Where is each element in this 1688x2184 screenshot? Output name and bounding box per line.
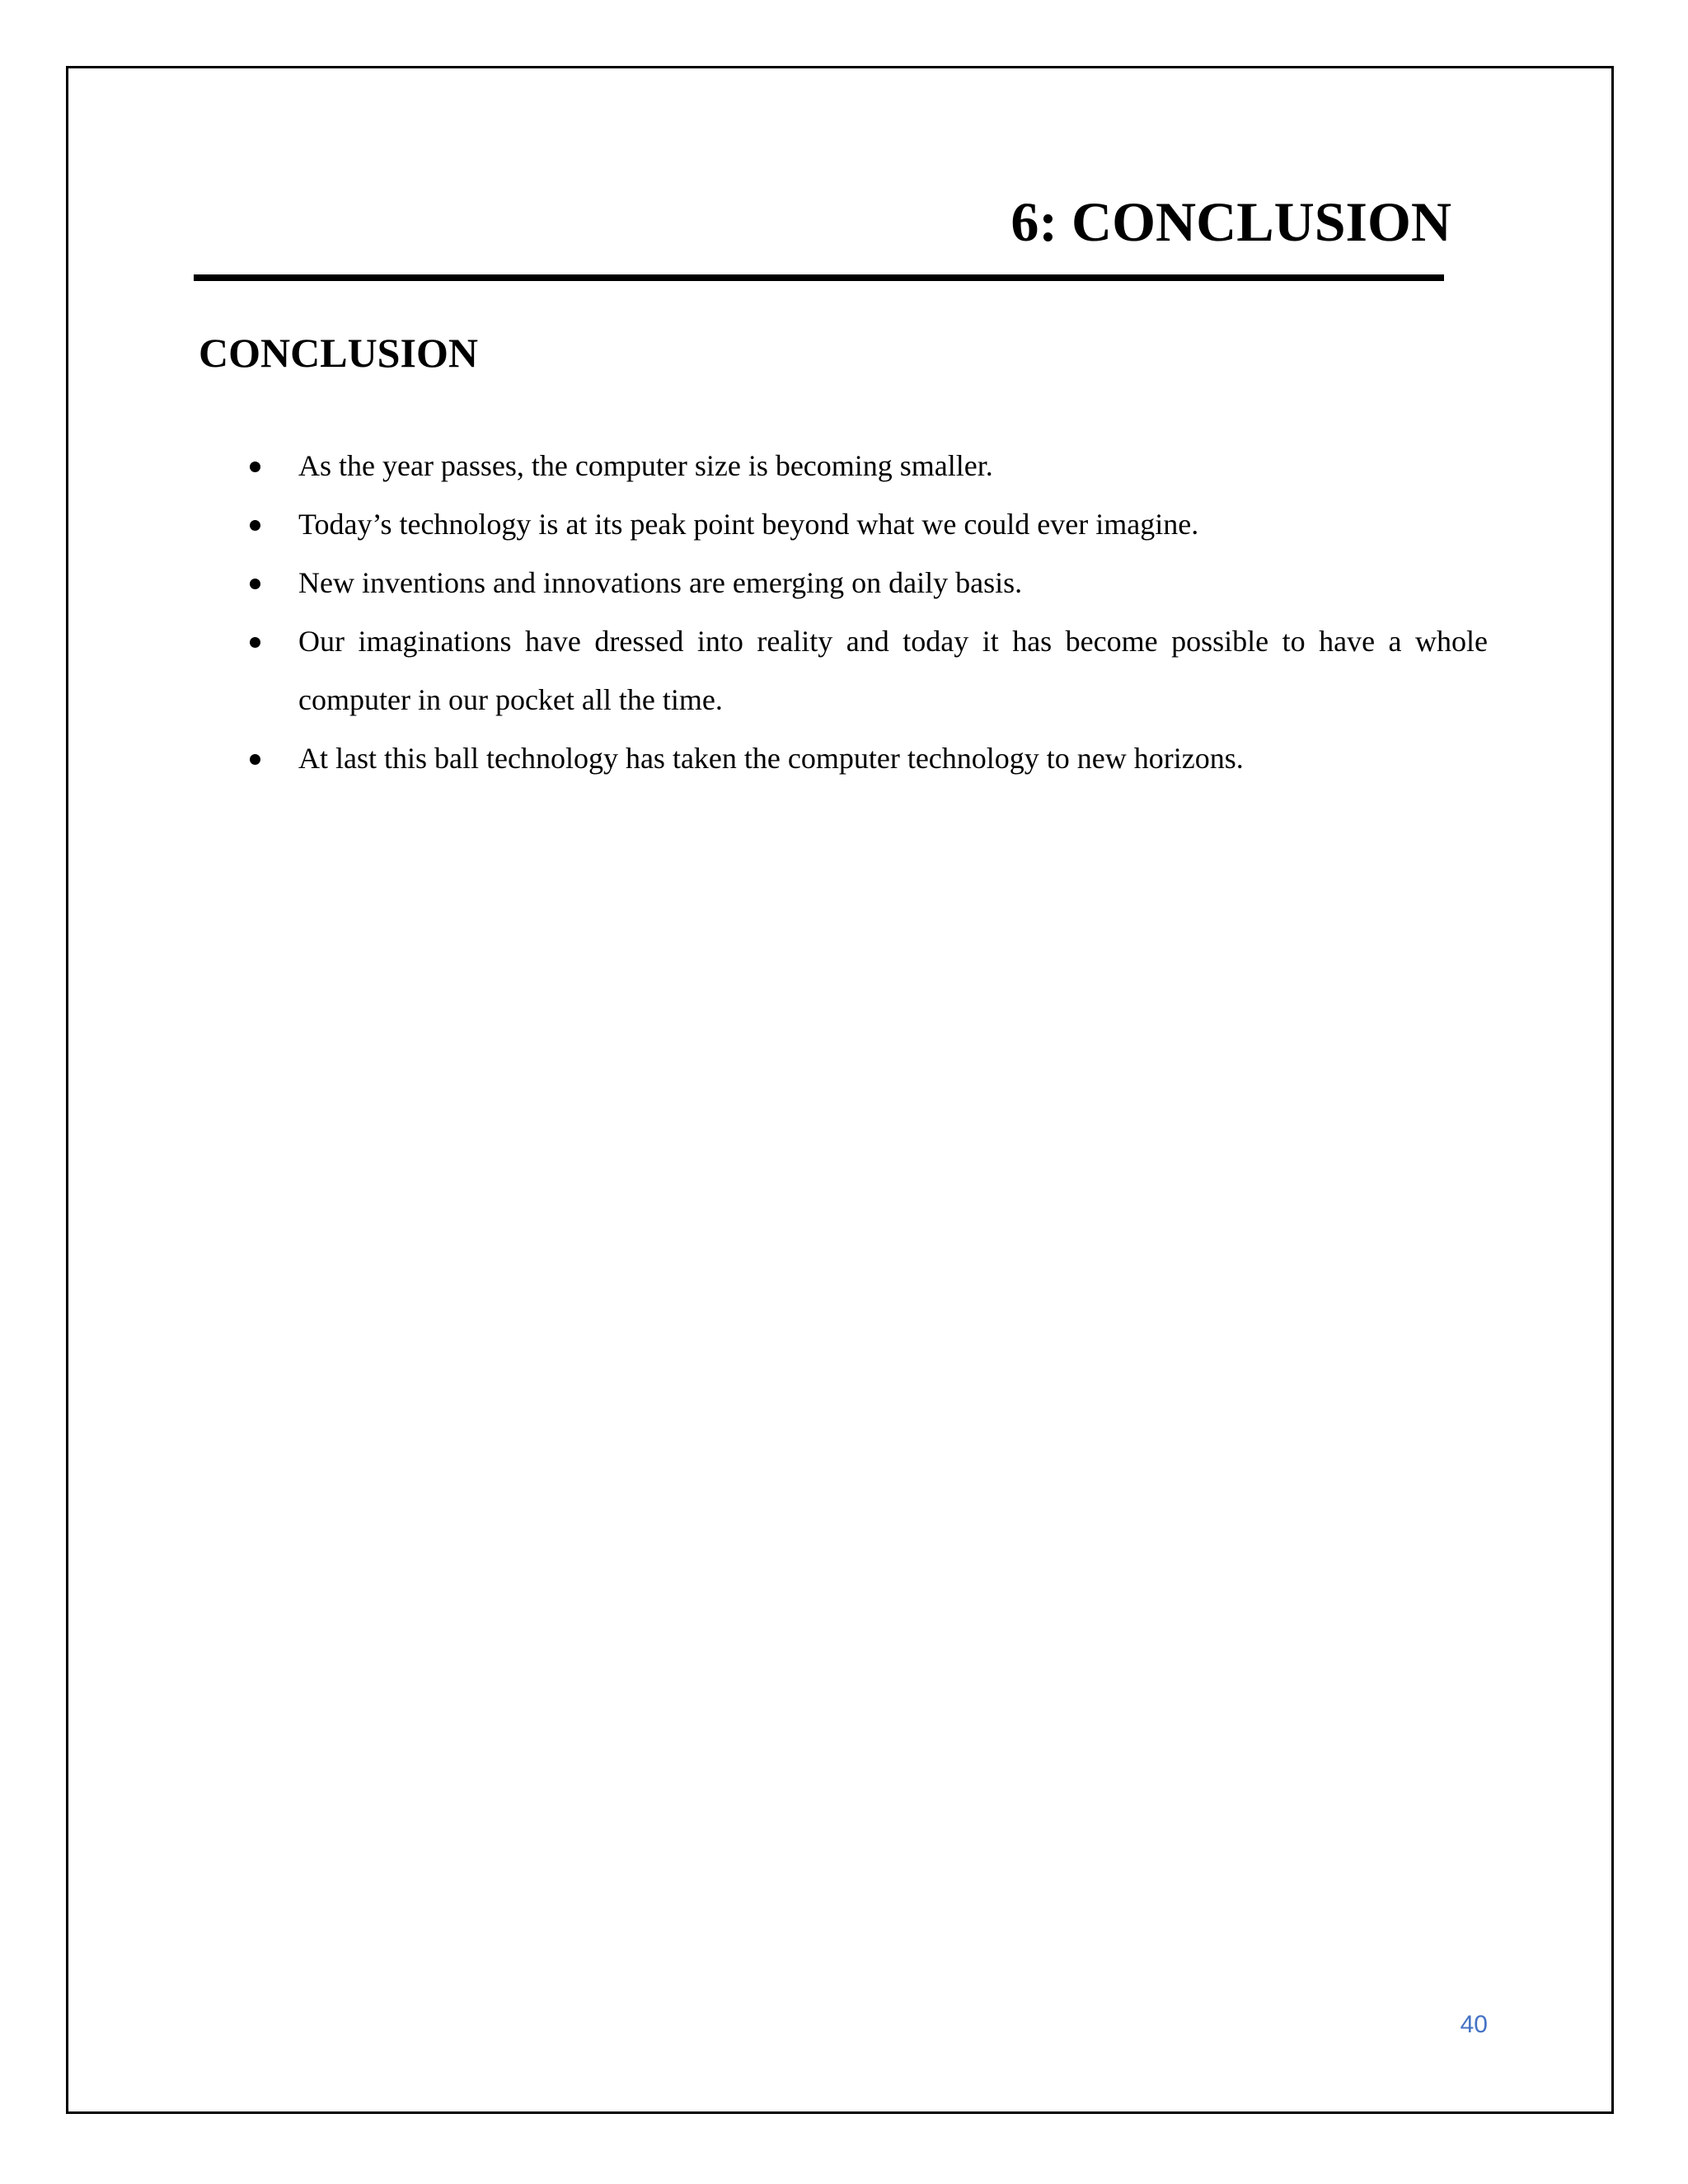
heading-rule: [194, 274, 1444, 281]
bullet-text: As the year passes, the computer size is becoming smaller.: [298, 449, 993, 482]
section-heading: CONCLUSION: [199, 330, 478, 376]
bullet-dot-icon: [250, 637, 260, 648]
bullet-text: At last this ball technology has taken the computer technology to new horizons.: [298, 742, 1244, 775]
bullet-item: [243, 437, 1488, 495]
bullet-item: [243, 554, 1488, 612]
chapter-heading: 6: CONCLUSION: [1010, 190, 1451, 253]
bullet-item: [243, 612, 1488, 729]
bullet-dot-icon: [250, 520, 260, 531]
bullet-dot-icon: [250, 579, 260, 589]
bullet-text: New inventions and innovations are emerging on daily basis.: [298, 566, 1023, 599]
bullet-item: [243, 495, 1488, 554]
bullet-item: [243, 729, 1488, 788]
page-number: 40: [1460, 2011, 1488, 2038]
conclusion-bullet-list: [243, 437, 1488, 788]
bullet-text: Our imaginations have dressed into reality and today it has become possible to have a whole computer in our pocket all the time.: [298, 625, 1488, 716]
bullet-dot-icon: [250, 462, 260, 472]
bullet-text: Today’s technology is at its peak point beyond what we could ever imagine.: [298, 508, 1199, 541]
bullet-dot-icon: [250, 754, 260, 765]
